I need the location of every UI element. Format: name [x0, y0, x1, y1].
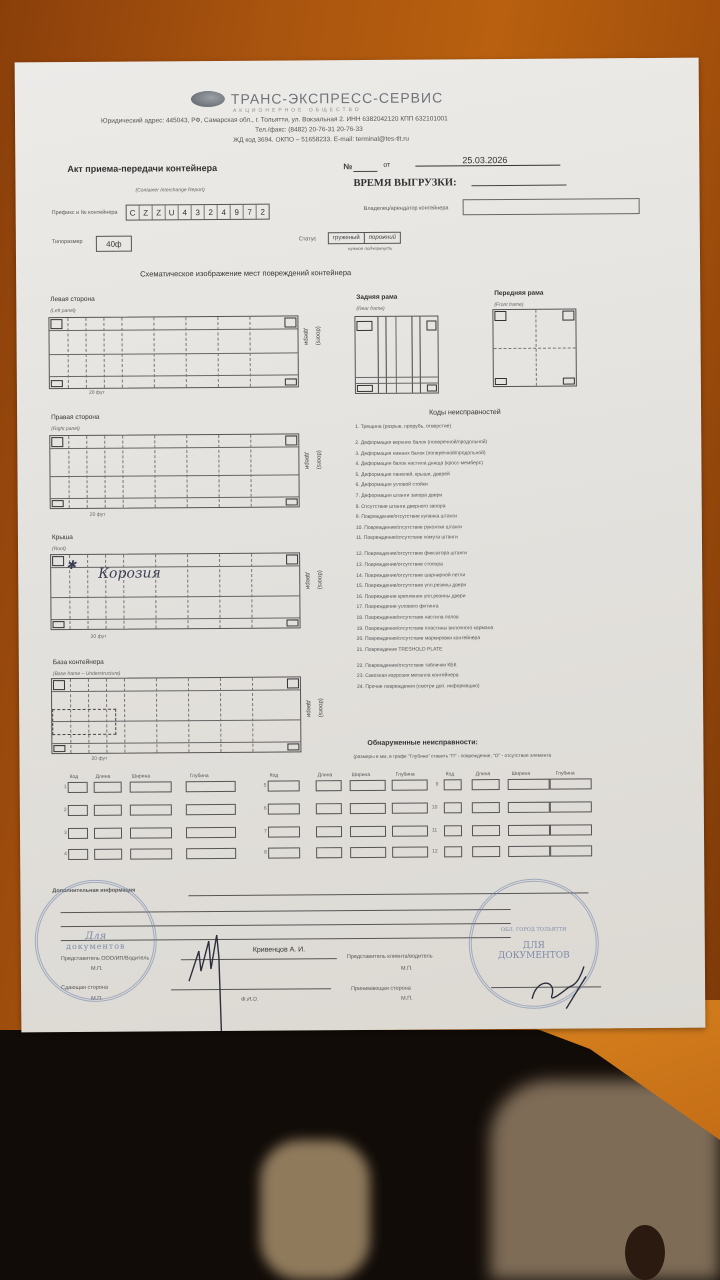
- container-char: Z: [140, 205, 153, 219]
- code-item: 15. Повреждение/отсутствие упл.резины двери: [356, 582, 467, 590]
- unload-time-label: ВРЕМЯ ВЫГРУЗКИ:: [353, 177, 457, 190]
- length-field[interactable]: [316, 826, 342, 837]
- length-field[interactable]: [472, 779, 500, 790]
- damage-mark: ✱: [66, 557, 77, 573]
- roof-diagram[interactable]: [50, 552, 301, 630]
- width-field[interactable]: [508, 802, 550, 813]
- size-label: Типоразмер: [51, 238, 83, 246]
- col-length: Длина: [95, 773, 111, 780]
- code-item: 5. Деформация панелей, крыши, дверей: [355, 471, 450, 478]
- code-item: 13. Повреждение/отсутствие стопора: [356, 561, 443, 568]
- length-field[interactable]: [316, 803, 342, 814]
- container-char: 9: [231, 205, 244, 219]
- depth-field[interactable]: [186, 804, 236, 815]
- receiving-party-label: Принимающая сторона: [351, 985, 411, 993]
- col-code: Код: [69, 773, 79, 781]
- container-char: 2: [260, 207, 265, 217]
- front-frame-diagram[interactable]: [492, 308, 577, 387]
- container-char: 7: [244, 205, 257, 219]
- roof-sub: (Roof): [52, 546, 66, 553]
- left-panel-diagram[interactable]: [48, 315, 298, 389]
- width-field[interactable]: [350, 826, 386, 837]
- code-item: 11. Повреждение/отсутствие хомута штанги: [355, 534, 458, 542]
- doors-label: двери: [304, 572, 311, 590]
- signature-left: [181, 921, 242, 1041]
- code-field[interactable]: [444, 846, 462, 857]
- container-char: 4: [179, 205, 192, 219]
- container-char: Z: [153, 205, 166, 219]
- rear-frame-diagram[interactable]: [354, 315, 439, 394]
- code-item: 21. Повреждение TRESHOLD PLATE: [356, 646, 443, 653]
- left-stamp: Для документов: [34, 879, 157, 1002]
- form-title: Акт приема-передачи контейнера: [67, 162, 218, 175]
- code-item: 7. Деформация штанги запора двери: [355, 492, 443, 499]
- damages-note: (размеры в мм, в графе "Глубина" ставить "П" - повреждение, "О" - отсутствие элемента: [353, 753, 552, 761]
- code-item: 3. Деформация нижних балок (поперечной/продольной): [355, 449, 486, 457]
- company-type: АКЦИОНЕРНОЕ ОБЩЕСТВО: [232, 106, 362, 114]
- right-stamp: ОБЛ. ГОРОД ТОЛЬЯТТИ ДЛЯ ДОКУМЕНТОВ: [468, 878, 599, 1009]
- code-field[interactable]: [444, 802, 462, 813]
- depth-field[interactable]: [550, 845, 592, 856]
- col-code: Код: [445, 771, 455, 778]
- code-item: 10. Повреждение/отсутствие рукоятки штанги: [355, 524, 463, 531]
- mp-label: М.П.: [91, 995, 103, 1002]
- col-length: Длина: [475, 771, 491, 778]
- container-interchange-form: [15, 58, 706, 1033]
- rear-frame-label: Задняя рама: [356, 293, 398, 302]
- doors-label-en: (doors): [314, 326, 321, 346]
- mp-label: М.П.: [401, 995, 413, 1002]
- depth-field[interactable]: [392, 780, 428, 791]
- code-field[interactable]: [68, 849, 88, 860]
- col-depth: Глубина: [395, 771, 415, 778]
- left-panel-sub: (Left panel): [50, 307, 76, 315]
- phone: Тел./факс: (8482) 20-76-31 20-76-33: [255, 125, 363, 134]
- depth-field[interactable]: [550, 801, 592, 812]
- col-code: Код: [269, 772, 279, 779]
- code-item: 23. Сквозная коррозия металла контейнера: [356, 672, 459, 680]
- container-char: C: [127, 206, 140, 220]
- depth-field[interactable]: [186, 827, 236, 838]
- code-item: 6. Деформация угловой стойки: [355, 481, 428, 489]
- client-rep-label: Представитель клиента/водитель: [346, 953, 433, 961]
- width-field[interactable]: [130, 848, 172, 859]
- rear-frame-sub: (Rear frame): [356, 305, 385, 313]
- width-field[interactable]: [350, 847, 386, 858]
- schematic-title: Схематическое изображение мест повреждений контейнера: [140, 268, 352, 279]
- depth-field[interactable]: [392, 847, 428, 858]
- size-field[interactable]: 40ф: [96, 236, 132, 252]
- damage-row-1: 1 5 9: [15, 58, 699, 63]
- scale-label: 20 фут: [88, 389, 105, 396]
- col-depth: Глубина: [555, 770, 575, 777]
- length-field[interactable]: [472, 825, 500, 836]
- status-loaded[interactable]: груженый: [332, 234, 360, 242]
- owner-label: Владелец/арендатор контейнера: [363, 205, 449, 212]
- legal-address: Юридический адрес: 445043, РФ, Самарская обл., г. Тольятти, ул. Вокзальная 2. ИНН 6382042120 КПП 632101001: [101, 115, 448, 125]
- company-logo: [191, 89, 443, 107]
- code-item: 4. Деформация балок настила днища (кросс-мемберс): [355, 460, 483, 468]
- width-field[interactable]: [350, 803, 386, 814]
- roof-label: Крыша: [51, 534, 73, 542]
- fio-label: Ф.И.О.: [241, 996, 259, 1003]
- left-panel-label: Левая сторона: [50, 295, 95, 304]
- code-item: 20. Повреждение/отсутствие маркировки контейнера: [356, 635, 481, 643]
- representative-label: Представитель ООО/ИП/Водитель: [60, 955, 150, 963]
- col-width: Ширина: [131, 773, 151, 780]
- company-name: ТРАНС-ЭКСПРЕСС-СЕРВИС: [230, 89, 444, 107]
- logo-mark-icon: [191, 91, 225, 107]
- status-empty[interactable]: порожний: [364, 233, 400, 243]
- code-item: 14. Повреждение/отсутствие шарнирной петли: [356, 571, 466, 579]
- code-field[interactable]: [268, 803, 300, 814]
- depth-field[interactable]: [186, 781, 236, 792]
- signer-name: Кривенцов А. И.: [252, 946, 306, 954]
- width-field[interactable]: [508, 825, 550, 836]
- codes-title: Коды неисправностей: [429, 409, 501, 417]
- status-note: нужное подчеркнуть: [347, 245, 393, 252]
- code-item: 9. Повреждение/отсутствие купанка штанги: [355, 513, 458, 521]
- floor-hole: [625, 1225, 665, 1280]
- code-field[interactable]: [68, 782, 88, 793]
- col-depth: Глубина: [189, 773, 209, 780]
- mp-label: М.П.: [400, 965, 413, 972]
- depth-field[interactable]: [550, 778, 592, 789]
- scale-label: 20 фут: [90, 633, 107, 640]
- code-item: 24. Прочие повреждения (смотри доп. информацию): [356, 683, 480, 690]
- container-char: U: [166, 205, 179, 219]
- number-label: №: [343, 162, 353, 172]
- width-field[interactable]: [130, 827, 172, 838]
- code-item: 19. Повреждение/отсутствие пластины вилочного кармана: [356, 624, 494, 632]
- container-char: 4: [218, 205, 231, 219]
- depth-field[interactable]: [186, 848, 236, 859]
- additional-info-label: Дополнительная информация: [52, 887, 136, 895]
- width-field[interactable]: [508, 779, 550, 790]
- depth-field[interactable]: [550, 824, 592, 835]
- container-char: 3: [192, 205, 205, 219]
- depth-field[interactable]: [392, 826, 428, 837]
- code-item: 8. Отсутствие штанги дверного запора: [355, 502, 446, 510]
- length-field[interactable]: [472, 846, 500, 857]
- code-item: 22. Повреждение/отсутствие таблички КБК: [356, 662, 457, 669]
- doors-label: двери: [303, 452, 310, 470]
- status-options[interactable]: [328, 232, 401, 245]
- codes-list: [355, 422, 637, 694]
- code-field[interactable]: [444, 825, 462, 836]
- length-field[interactable]: [316, 847, 342, 858]
- status-label: Статус: [298, 236, 317, 243]
- width-field[interactable]: [130, 804, 172, 815]
- width-field[interactable]: [508, 846, 550, 857]
- length-field[interactable]: [94, 782, 122, 793]
- col-length: Длина: [317, 772, 333, 779]
- number-field[interactable]: [353, 171, 377, 172]
- base-frame-diagram[interactable]: [51, 676, 302, 754]
- form-subtitle: (Container Interchange Report): [135, 187, 205, 194]
- code-field[interactable]: [68, 828, 88, 839]
- damage-row-3: 3 7 11: [15, 58, 699, 63]
- name-line[interactable]: [251, 958, 337, 960]
- rail-code: ЖД код 3694. ОКПО – 51658233. E-mail: terminal@tes-tlt.ru: [233, 135, 410, 144]
- code-item: 18. Повреждение/отсутствие настила полов: [356, 614, 459, 621]
- damage-row-2: 2 6 10: [15, 58, 699, 63]
- right-panel-diagram[interactable]: [49, 433, 300, 509]
- date-value: 25.03.2026: [462, 154, 508, 166]
- code-field[interactable]: [268, 780, 300, 791]
- damage-row-4: 4 8 12: [15, 58, 699, 63]
- scale-label: 20 фут: [91, 755, 108, 762]
- right-panel-sub: (Right panel): [51, 425, 80, 433]
- code-field[interactable]: [268, 826, 300, 837]
- container-number-label: Префикс и № контейнера: [51, 209, 118, 217]
- floor-patch: [260, 1140, 370, 1280]
- doors-label-en: (doors): [317, 698, 324, 718]
- front-frame-label: Передняя рама: [494, 289, 544, 298]
- doors-label-en: (doors): [316, 570, 323, 590]
- code-item: 16. Повреждение крепления упл.резины двери: [356, 592, 466, 600]
- scale-label: 20 фут: [89, 511, 106, 518]
- length-field[interactable]: [472, 802, 500, 813]
- front-frame-sub: (Front frame): [494, 301, 524, 309]
- issuing-party-label: Сдающая сторона: [61, 984, 109, 992]
- unload-time-field[interactable]: [471, 185, 566, 187]
- length-field[interactable]: [94, 805, 122, 816]
- code-item: 2. Деформация верхних балок (поперечной/продольной): [355, 439, 488, 447]
- code-field[interactable]: [444, 779, 462, 790]
- col-width: Ширина: [511, 770, 531, 777]
- mp-label: М.П.: [90, 965, 103, 972]
- code-item: 1. Трещина (разрыв, прорубь, отверстие): [355, 423, 452, 431]
- code-item: 17. Повреждение углового фитинга: [356, 603, 439, 611]
- doors-label: двери: [302, 328, 309, 346]
- container-char: 2: [205, 205, 218, 219]
- owner-field[interactable]: [463, 198, 640, 215]
- code-field[interactable]: [68, 805, 88, 816]
- length-field[interactable]: [94, 828, 122, 839]
- doors-label-en: (doors): [315, 450, 322, 470]
- roof-annotation: Корозия: [98, 565, 161, 582]
- code-item: 12. Повреждение/отсутствие фиксатора штанги: [356, 550, 467, 558]
- col-width: Ширина: [351, 771, 371, 779]
- length-field[interactable]: [316, 780, 342, 791]
- code-field[interactable]: [268, 847, 300, 858]
- doors-label: двери: [305, 700, 312, 718]
- length-field[interactable]: [94, 849, 122, 860]
- from-label: от: [383, 161, 391, 169]
- depth-field[interactable]: [392, 803, 428, 814]
- container-number-boxes[interactable]: [126, 204, 270, 221]
- right-panel-label: Правая сторона: [51, 413, 100, 422]
- signature-right: [526, 958, 596, 1018]
- width-field[interactable]: [130, 781, 172, 792]
- base-frame-label: База контейнера: [52, 658, 104, 667]
- damages-title: Обнаруженные неисправности:: [367, 739, 478, 747]
- base-frame-sub: (Base frame – Understructure): [52, 670, 121, 678]
- width-field[interactable]: [350, 780, 386, 791]
